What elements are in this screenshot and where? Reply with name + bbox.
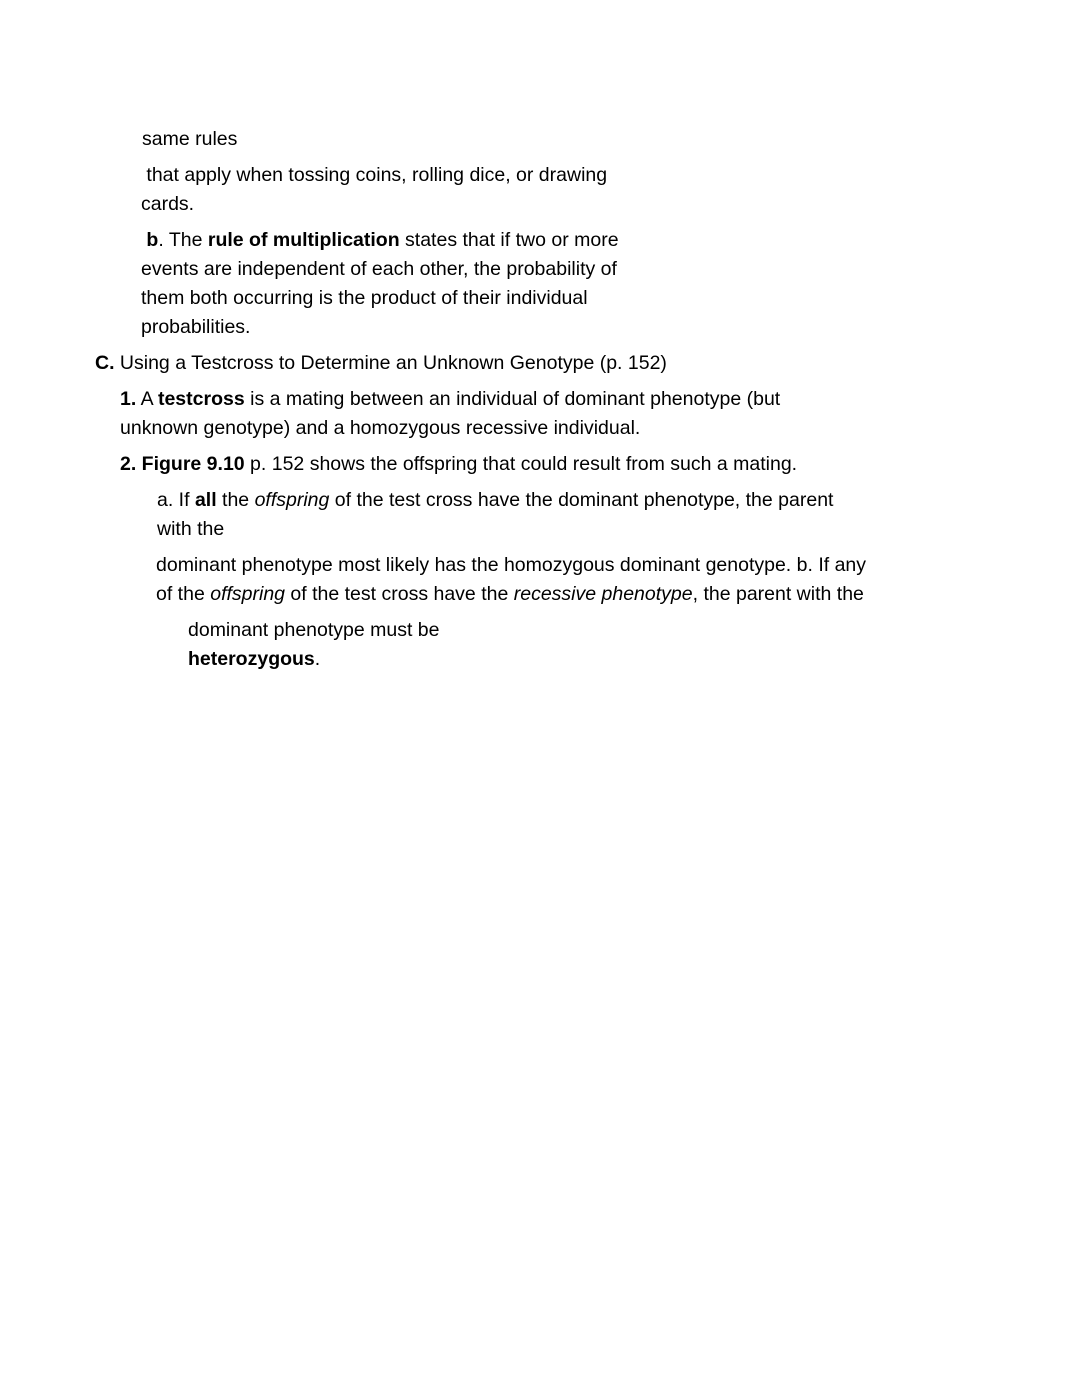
para-coins-dice-cards-line-2 <box>141 190 1080 219</box>
text-segment: cards. <box>141 193 195 215</box>
text-segment: C. <box>95 352 115 374</box>
para-item-2b-line-1 <box>156 551 1080 580</box>
text-segment: Using a Testcross to Determine an Unknown Genotype (p. 152) <box>114 352 667 374</box>
para-rule-of-multiplication-line-3 <box>141 284 1080 313</box>
text-segment: a. If <box>157 489 195 511</box>
para-item-1-testcross-line-2 <box>120 414 1080 443</box>
text-segment: probabilities. <box>141 316 251 338</box>
text-segment: offspring <box>210 583 286 605</box>
para-coins-dice-cards <box>141 161 1080 219</box>
text-segment: them both occurring is the product of their individual <box>141 287 588 309</box>
para-section-c-heading-line-1 <box>95 349 1080 378</box>
para-rule-of-multiplication-line-4 <box>141 313 1080 342</box>
text-segment: b <box>146 229 159 251</box>
text-segment: 2. Figure 9.10 <box>120 453 245 475</box>
para-heterozygous-line-2 <box>188 645 1080 674</box>
text-segment: is a mating between an individual of dominant phenotype (but <box>244 388 781 410</box>
para-item-2b <box>156 551 1080 609</box>
para-item-2a-line-2 <box>157 515 1080 544</box>
text-segment: events are independent of each other, the probability of <box>141 258 617 280</box>
para-item-2-figure <box>120 450 1080 479</box>
text-segment: p. 152 shows the offspring that could result from such a mating. <box>244 453 798 475</box>
text-segment: 1. <box>120 388 137 410</box>
text-segment: the <box>216 489 255 511</box>
document-body <box>0 0 1080 674</box>
text-segment: of the test cross have the <box>285 583 514 605</box>
para-item-2a <box>157 486 1080 544</box>
text-segment: that apply when tossing coins, rolling dice, or drawing <box>141 164 608 186</box>
para-item-2-figure-line-1 <box>120 450 1080 479</box>
para-rule-of-multiplication-line-2 <box>141 255 1080 284</box>
text-segment: offspring <box>254 489 330 511</box>
text-segment: . The <box>158 229 208 251</box>
para-heterozygous <box>188 616 1080 674</box>
text-segment: recessive phenotype <box>513 583 693 605</box>
para-item-1-testcross <box>120 385 1080 443</box>
text-segment: of the <box>156 583 211 605</box>
para-coins-dice-cards-line-1 <box>141 161 1080 190</box>
para-item-2a-line-1 <box>157 486 1080 515</box>
para-section-c-heading <box>95 349 1080 378</box>
text-segment: with the <box>157 518 225 540</box>
text-segment: dominant phenotype must be <box>188 619 440 641</box>
text-segment: unknown genotype) and a homozygous recessive individual. <box>120 417 641 439</box>
text-segment: states that if two or more <box>399 229 619 251</box>
text-segment: all <box>194 489 217 511</box>
text-segment: testcross <box>157 388 245 410</box>
para-same-rules-line-1 <box>142 125 1080 154</box>
text-segment: . <box>314 648 321 670</box>
text-segment: of the test cross have the dominant phenotype, the parent <box>329 489 834 511</box>
para-item-1-testcross-line-1 <box>120 385 1080 414</box>
para-rule-of-multiplication-line-1 <box>141 226 1080 255</box>
text-segment: A <box>136 388 158 410</box>
para-heterozygous-line-1 <box>188 616 1080 645</box>
text-segment: heterozygous <box>188 648 315 670</box>
para-rule-of-multiplication <box>141 226 1080 342</box>
para-item-2b-line-2 <box>156 580 1080 609</box>
text-segment: dominant phenotype most likely has the homozygous dominant genotype. b. If any <box>156 554 867 576</box>
text-segment: rule of multiplication <box>207 229 400 251</box>
para-same-rules <box>142 125 1080 154</box>
text-segment: same rules <box>142 128 238 150</box>
text-segment: , the parent with the <box>692 583 864 605</box>
